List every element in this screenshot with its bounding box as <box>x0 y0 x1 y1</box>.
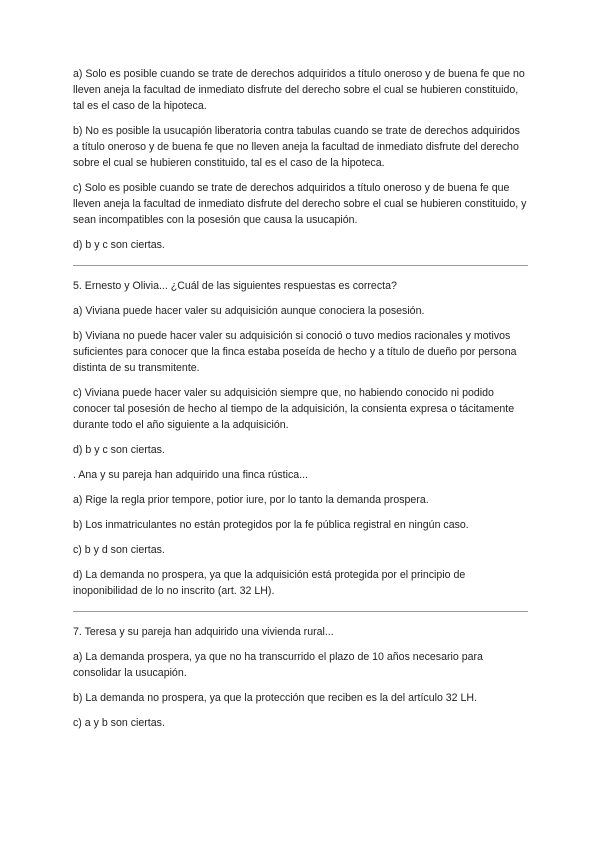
divider <box>73 611 528 612</box>
section-question-5-6 <box>73 278 528 599</box>
question-6: . Ana y su pareja han adquirido una finca rústica... <box>73 469 308 481</box>
option-a: a) Viviana puede hacer valer su adquisición aunque conociera la posesión. <box>73 305 425 317</box>
option-d: d) b y c son ciertas. <box>73 239 165 251</box>
option-c: c) b y d son ciertas. <box>73 544 165 556</box>
option-d: d) La demanda no prospera, ya que la adquisición está protegida por el principio de inoponibilidad de lo no inscrito (art. 32 LH). <box>73 569 466 597</box>
option-a: a) La demanda prospera, ya que no ha transcurrido el plazo de 10 años necesario para consolidar la usucapión. <box>73 651 483 679</box>
option-b: b) Los inmatriculantes no están protegidos por la fe pública registral en ningún caso. <box>73 519 469 531</box>
section-question-7 <box>73 624 528 731</box>
option-b: b) La demanda no prospera, ya que la protección que reciben es la del artículo 32 LH. <box>73 692 477 704</box>
document-page <box>73 66 528 740</box>
option-c: c) Viviana puede hacer valer su adquisición siempre que, no habiendo conocido ni podido conocer tal posesión de hecho al tiempo de la adquisición, la consienta expresa o tácitamente durante todo el año siguiente a la adquisición. <box>73 387 515 431</box>
option-c: c) Solo es posible cuando se trate de derechos adquiridos a título oneroso y de buena fe que lleven aneja la facultad de inmediato disfrute del derecho sobre el cual se hubieren constituido, y sean incompatibles con la posesión que causa la usucapión. <box>73 182 527 226</box>
divider <box>73 265 528 266</box>
question-5: 5. Ernesto y Olivia... ¿Cuál de las siguientes respuestas es correcta? <box>73 280 397 292</box>
option-b: b) Viviana no puede hacer valer su adquisición si conoció o tuvo medios racionales y motivos suficientes para conocer que la finca estaba poseída de hecho y a título de dueño por persona distinta de su transmitente. <box>73 330 517 374</box>
option-d: d) b y c son ciertas. <box>73 444 165 456</box>
option-c: c) a y b son ciertas. <box>73 717 165 729</box>
option-b: b) No es posible la usucapión liberatoria contra tabulas cuando se trate de derechos adquiridos a título oneroso y de buena fe que no lleven aneja la facultad de inmediato disfrute del derecho sobre el cual se hubieren constituido, tal es el caso de la hipoteca. <box>73 125 520 169</box>
section-question-4-options <box>73 66 528 253</box>
question-7: 7. Teresa y su pareja han adquirido una vivienda rural... <box>73 626 334 638</box>
option-a: a) Solo es posible cuando se trate de derechos adquiridos a título oneroso y de buena fe que no lleven aneja la facultad de inmediato disfrute del derecho sobre el cual se hubieren constituido, tal es el caso de la hipoteca. <box>73 68 525 112</box>
option-a: a) Rige la regla prior tempore, potior iure, por lo tanto la demanda prospera. <box>73 494 429 506</box>
